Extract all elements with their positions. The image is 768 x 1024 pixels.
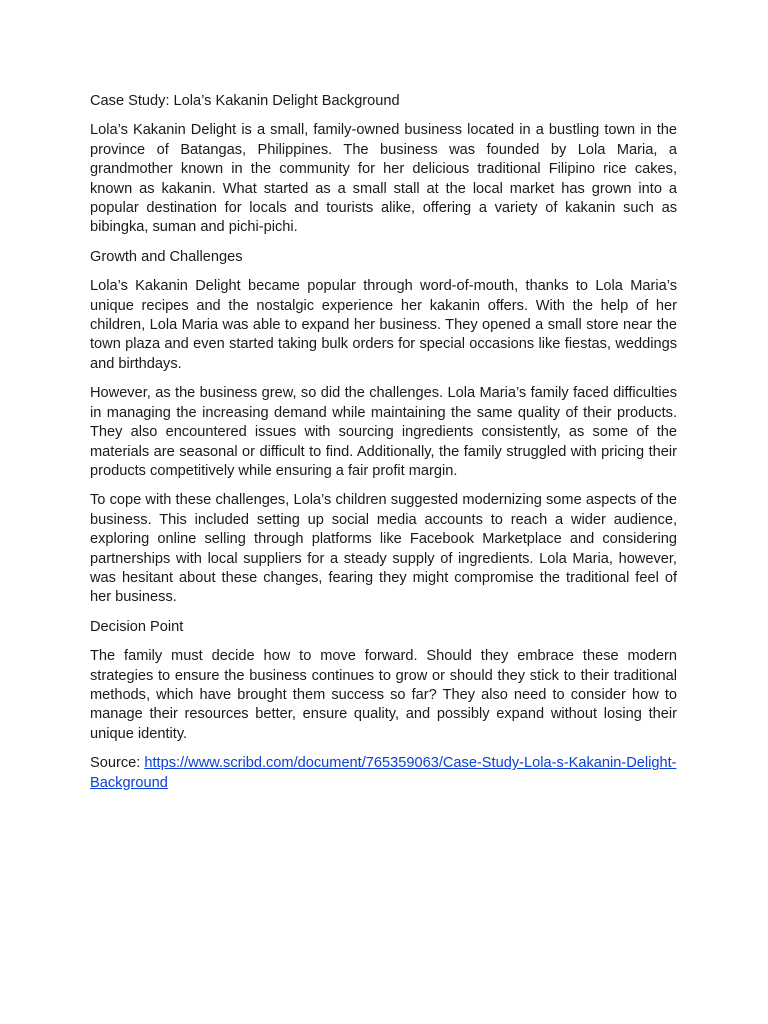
source-line bbox=[90, 754, 677, 793]
source-label: Source: bbox=[90, 755, 145, 772]
growth-paragraph-3: To cope with these challenges, Lola’s children suggested modernizing some aspects of the business. This included setting up social media accounts to reach a wider audience, exploring online selling through platforms like Facebook Marketplace and considering partnerships with local suppliers for a steady supply of ingredients. Lola Maria, however, was hesitant about these changes, fearing they might compromise the traditional feel of her business. bbox=[90, 492, 677, 606]
decision-paragraph: The family must decide how to move forward. Should they embrace these modern strategies to ensure the business continues to grow or should they stick to their traditional methods, which have brought them success so far? They also need to consider how to manage their resources better, ensure quality, and possibly expand without losing their unique identity. bbox=[90, 648, 677, 742]
document-title: Case Study: Lola’s Kakanin Delight Background bbox=[90, 93, 400, 109]
intro-paragraph: Lola’s Kakanin Delight is a small, family-owned business located in a bustling town in the province of Batangas, Philippines. The business was founded by Lola Maria, a grandmother known in the community for her delicious traditional Filipino rice cakes, known as kakanin. What started as a small stall at the local market has grown into a popular destination for locals and tourists alike, offering a variety of kakanin such as bibingka, suman and pichi-pichi. bbox=[90, 122, 677, 236]
decision-heading: Decision Point bbox=[90, 618, 184, 635]
growth-heading: Growth and Challenges bbox=[90, 248, 243, 265]
document-page bbox=[90, 92, 677, 793]
growth-paragraph-2: However, as the business grew, so did the challenges. Lola Maria’s family faced difficulties in managing the increasing demand while maintaining the same quality of their products. They also encountered issues with sourcing ingredients consistently, as some of the materials are seasonal or difficult to find. Additionally, the family struggled with pricing their products competitively while ensuring a fair profit margin. bbox=[90, 385, 677, 479]
growth-paragraph-1: Lola’s Kakanin Delight became popular through word-of-mouth, thanks to Lola Maria’s unique recipes and the nostalgic experience her kakanin offers. With the help of her children, Lola Maria was able to expand her business. They opened a small store near the town plaza and even started taking bulk orders for special occasions like fiestas, weddings and birthdays. bbox=[90, 278, 677, 372]
source-link[interactable]: https://www.scribd.com/document/765359063/Case-Study-Lola-s-Kakanin-Delight-Background bbox=[90, 755, 677, 791]
